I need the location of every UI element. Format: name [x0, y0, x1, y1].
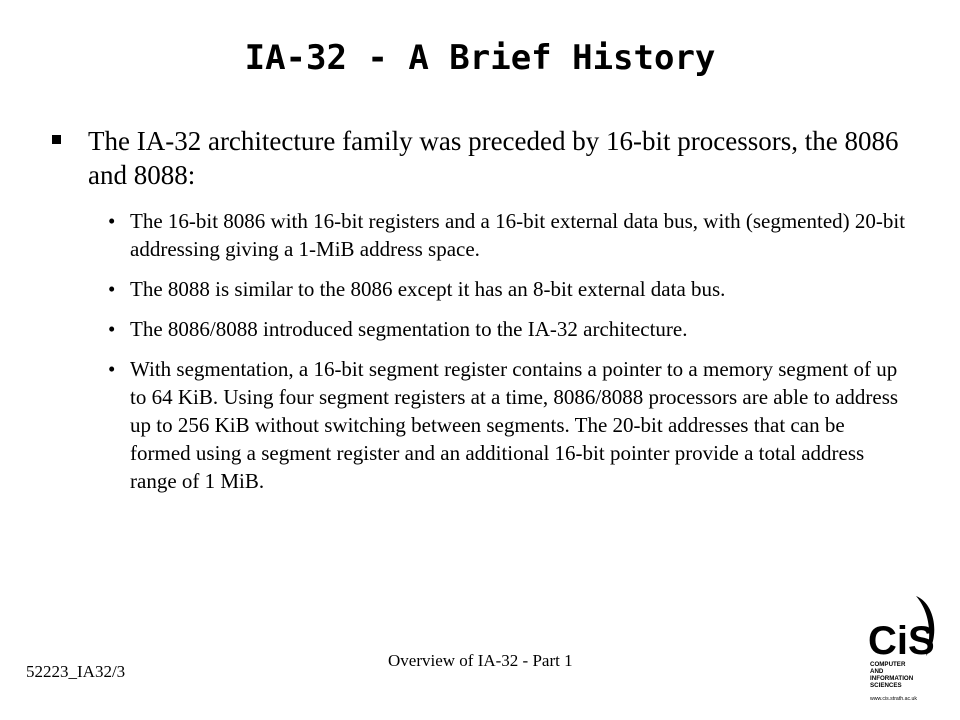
cis-logo-mark: [868, 596, 935, 663]
sub-bullet-text: With segmentation, a 16-bit segment register contains a pointer to a memory segment of up to 64 KiB. Using four segment registers at a time, 8086/8088 processors are able to address up to 256 KiB without switching between segments. The 20-bit addresses that can be formed using a segment register and an additional 16-bit pointer provide a total address range of 1 MiB.: [130, 357, 899, 493]
slide-code: 52223_IA32/3: [26, 662, 126, 681]
cis-logo-url: www.cis.strath.ac.uk: [870, 696, 917, 702]
square-bullet-icon: [52, 135, 61, 144]
sub-bullet-item: [108, 355, 908, 495]
slide-title: IA-32 - A Brief History: [244, 38, 716, 78]
cis-logo-line1: COMPUTER: [870, 661, 906, 668]
sub-bullet-item: [108, 275, 908, 303]
main-bullet-point: [52, 124, 912, 192]
cis-logo-line3: INFORMATION: [870, 675, 914, 682]
sub-bullet-text: The 16-bit 8086 with 16-bit registers and a 16-bit external data bus, with (segmented) 20-bit addressing giving a 1-MiB address space.: [130, 209, 906, 261]
cis-logo-letters: CiS: [868, 619, 935, 663]
cis-logo-line2: AND: [870, 668, 884, 675]
course-title: Overview of IA-32 - Part 1: [388, 651, 573, 670]
sub-bullet-text: The 8088 is similar to the 8086 except it has an 8-bit external data bus.: [130, 277, 726, 301]
main-bullet-text: The IA-32 architecture family was preceded by 16-bit processors, the 8086 and 8088:: [88, 126, 899, 190]
round-bullet-icon: •: [108, 209, 116, 233]
round-bullet-icon: •: [108, 317, 116, 341]
sub-bullet-item: [108, 207, 908, 263]
cis-logo-line4: SCIENCES: [870, 682, 902, 689]
sub-bullet-text: The 8086/8088 introduced segmentation to the IA-32 architecture.: [130, 317, 688, 341]
round-bullet-icon: •: [108, 357, 116, 381]
sub-bullet-list: [108, 207, 908, 507]
cis-logo: [866, 592, 938, 710]
sub-bullet-item: [108, 315, 908, 343]
round-bullet-icon: •: [108, 277, 116, 301]
